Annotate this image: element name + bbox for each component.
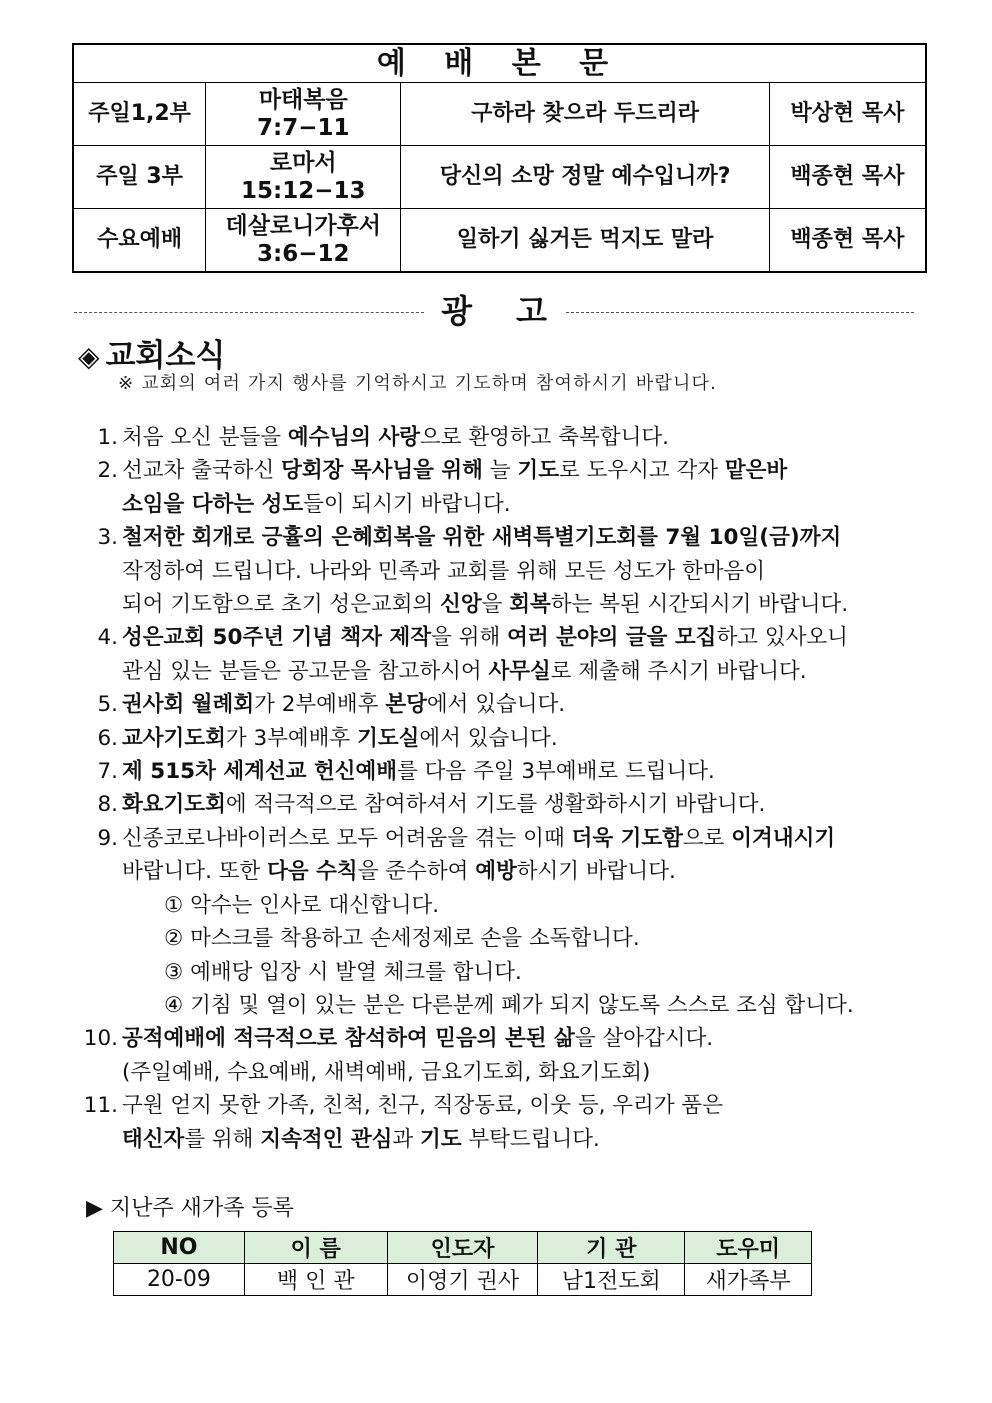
announcement-list — [80, 421, 860, 1156]
table-row — [114, 1264, 812, 1296]
col-header: 도우미 — [685, 1232, 812, 1264]
ad-header — [74, 286, 914, 330]
item-number: 6. — [97, 725, 118, 751]
new-family-heading: ▶ 지난주 새가족 등록 — [86, 1196, 294, 1221]
table-cell: 새가족부 — [685, 1264, 812, 1296]
col-header: 기 관 — [538, 1232, 685, 1264]
sermon-row — [73, 83, 926, 146]
new-family-table — [113, 1231, 812, 1296]
list-item — [80, 688, 860, 721]
sermon-row — [73, 146, 926, 209]
item-text: 처음 오신 분들을 예수님의 사랑으로 환영하고 축복합니다. — [122, 425, 669, 450]
sermon-title-text: 당신의 소망 정말 예수입니까? — [401, 146, 769, 209]
item-text: 성은교회 50주년 기념 책자 제작을 위해 여러 분야의 글을 모집하고 있사오니 — [122, 625, 848, 651]
sermon-title-text: 구하라 찾으라 두드리라 — [401, 83, 769, 146]
item-text: 선교차 출국하신 당회장 목사님을 위해 늘 기도로 도우시고 각자 맡은바 — [122, 458, 788, 484]
item-text: ④ 기침 및 열이 있는 분은 다른분께 폐가 되지 않도록 스스로 조심 합니다. — [164, 992, 854, 1018]
preacher: 박상현 목사 — [769, 83, 926, 146]
item-text: 신종코로나바이러스로 모두 어려움을 겪는 이때 더욱 기도함으로 이겨내시기 — [122, 825, 836, 851]
item-number: 7. — [97, 759, 118, 785]
list-item — [80, 621, 860, 688]
item-text: 관심 있는 분들은 공고문을 참고하시어 사무실로 제출해 주시기 바랍니다. — [122, 658, 807, 684]
item-number: 3. — [97, 525, 118, 551]
diamond-icon: ◈ — [78, 340, 100, 373]
table-cell: 20-09 — [114, 1264, 245, 1296]
notice-text: ※ 교회의 여러 가지 행사를 기억하시고 기도하며 참여하시기 바랍니다. — [118, 373, 718, 394]
sermon-title: 예 배 본 문 — [73, 44, 926, 83]
preacher: 백종현 목사 — [769, 209, 926, 273]
service-name: 주일 3부 — [73, 146, 206, 209]
col-header: NO — [114, 1232, 245, 1264]
list-item — [80, 822, 860, 1022]
list-item — [80, 722, 860, 755]
ad-title: 광고 — [441, 292, 591, 330]
col-header: 이 름 — [244, 1232, 387, 1264]
item-number: 2. — [97, 458, 118, 484]
list-item — [80, 421, 860, 454]
item-text: 철저한 회개로 긍휼의 은혜회복을 위한 새벽특별기도회를 7월 10일(금)까지 — [122, 525, 842, 551]
item-text: 화요기도회에 적극적으로 참여하셔서 기도를 생활화하시기 바랍니다. — [122, 792, 766, 818]
service-name: 주일1,2부 — [73, 83, 206, 146]
col-header: 인도자 — [387, 1232, 538, 1264]
table-cell: 백 인 관 — [244, 1264, 387, 1296]
sermon-title-text: 일하기 싫거든 먹지도 말라 — [401, 209, 769, 273]
item-number: 11. — [83, 1093, 118, 1119]
sermon-table — [72, 43, 927, 273]
scripture: 로마서 15:12−13 — [206, 146, 401, 209]
item-number: 4. — [97, 625, 118, 651]
item-number: 5. — [97, 692, 118, 718]
table-cell: 남1전도회 — [538, 1264, 685, 1296]
list-item — [80, 755, 860, 788]
list-item — [80, 788, 860, 821]
item-text: 소임을 다하는 성도들이 되시기 바랍니다. — [122, 491, 511, 517]
item-number: 8. — [97, 792, 118, 818]
list-item — [80, 454, 860, 521]
item-text: 권사회 월례회가 2부예배후 본당에서 있습니다. — [122, 692, 566, 718]
service-name: 수요예배 — [73, 209, 206, 273]
section-heading: ◈ 교회소식 — [78, 338, 226, 374]
list-item — [80, 1089, 860, 1156]
item-number: 9. — [97, 825, 118, 851]
item-text: 교사기도회가 3부예배후 기도실에서 있습니다. — [122, 725, 558, 751]
list-item — [80, 1022, 860, 1089]
item-text: 공적예배에 적극적으로 참석하여 믿음의 본된 삶을 살아갑시다. — [122, 1026, 714, 1052]
item-text: 작정하여 드립니다. 나라와 민족과 교회를 위해 모든 성도가 한마음이 — [122, 558, 766, 584]
scripture: 마태복음 7:7−11 — [206, 83, 401, 146]
item-text: 바랍니다. 또한 다음 수칙을 준수하여 예방하시기 바랍니다. — [122, 859, 676, 885]
item-text: ① 악수는 인사로 대신합니다. — [164, 892, 440, 918]
item-text: (주일예배, 수요예배, 새벽예배, 금요기도회, 화요기도회) — [122, 1059, 651, 1085]
list-item — [80, 521, 860, 621]
preacher: 백종현 목사 — [769, 146, 926, 209]
table-cell: 이영기 권사 — [387, 1264, 538, 1296]
item-text: 되어 기도함으로 초기 성은교회의 신앙을 회복하는 복된 시간되시기 바랍니다. — [122, 592, 849, 618]
sermon-row — [73, 209, 926, 273]
item-text: 구원 얻지 못한 가족, 친척, 친구, 직장동료, 이웃 등, 우리가 품은 — [122, 1093, 723, 1119]
item-number: 10. — [83, 1026, 118, 1052]
divider — [566, 312, 914, 313]
item-text: 제 515차 세계선교 헌신예배를 다음 주일 3부예배로 드립니다. — [122, 759, 715, 785]
item-text: ③ 예배당 입장 시 발열 체크를 합니다. — [164, 959, 522, 985]
item-number: 1. — [97, 425, 118, 450]
scripture: 데살로니가후서 3:6−12 — [206, 209, 401, 273]
item-text: ② 마스크를 착용하고 손세정제로 손을 소독합니다. — [164, 926, 640, 952]
item-text: 태신자를 위해 지속적인 관심과 기도 부탁드립니다. — [122, 1126, 600, 1152]
